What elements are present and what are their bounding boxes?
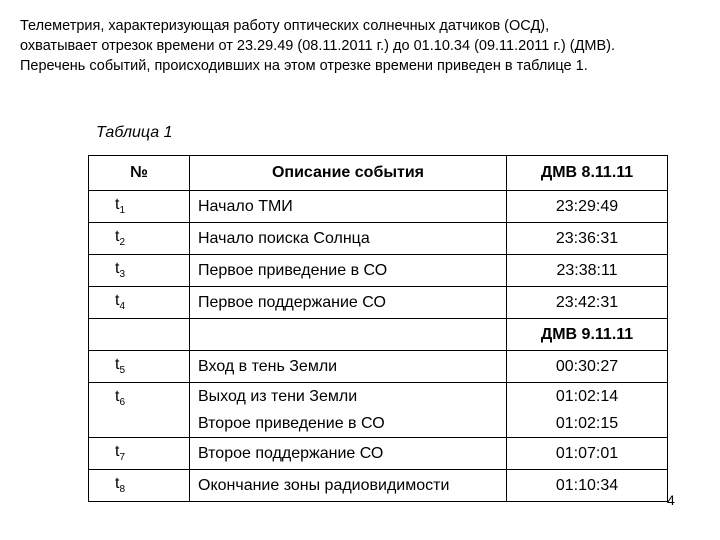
- date-label: ДМВ 9.11.11: [507, 319, 668, 351]
- table-row: [89, 470, 668, 502]
- event-description: Начало ТМИ: [190, 191, 507, 223]
- intro-line: охватывает отрезок времени от 23.29.49 (08.11.2011 г.) до 01.10.34 (09.11.2011 г.) (ДМВ).: [20, 38, 616, 54]
- event-time: 01:02:14 01:02:15: [507, 383, 668, 438]
- header-description: Описание события: [190, 156, 507, 191]
- header-number: №: [89, 156, 190, 191]
- event-time: 23:38:11: [507, 255, 668, 287]
- events-table: [88, 155, 668, 502]
- header-date: ДМВ 8.11.11: [507, 156, 668, 191]
- event-time: 01:07:01: [507, 438, 668, 470]
- event-id: $t_6$: [89, 383, 190, 438]
- intro-line: Телеметрия, характеризующая работу оптических солнечных датчиков (ОСД),: [20, 18, 550, 34]
- event-time: 01:10:34: [507, 470, 668, 502]
- event-description: Первое приведение в СО: [190, 255, 507, 287]
- table-row: [89, 287, 668, 319]
- event-time: 23:36:31: [507, 223, 668, 255]
- event-description: Начало поиска Солнца: [190, 223, 507, 255]
- event-time: 23:29:49: [507, 191, 668, 223]
- event-time: 00:30:27: [507, 351, 668, 383]
- table-header-row: [89, 156, 668, 191]
- intro-paragraph: [20, 16, 710, 76]
- event-id: $t_1$: [89, 191, 190, 223]
- table-row: [89, 383, 668, 438]
- table-row: [89, 438, 668, 470]
- table-row: [89, 191, 668, 223]
- event-id: $t_4$: [89, 287, 190, 319]
- event-description: Первое поддержание СО: [190, 287, 507, 319]
- event-id: $t_8$: [89, 470, 190, 502]
- event-time: 23:42:31: [507, 287, 668, 319]
- event-id: $t_2$: [89, 223, 190, 255]
- event-description: Выход из тени Земли Второе приведение в СО: [190, 383, 507, 438]
- event-description: Окончание зоны радиовидимости: [190, 470, 507, 502]
- table-row: [89, 351, 668, 383]
- event-id: $t_7$: [89, 438, 190, 470]
- event-description: Второе поддержание СО: [190, 438, 507, 470]
- event-description: Вход в тень Земли: [190, 351, 507, 383]
- table-row: [89, 223, 668, 255]
- page-number: 4: [667, 492, 675, 508]
- table-caption: Таблица 1: [96, 124, 173, 141]
- event-id: $t_5$: [89, 351, 190, 383]
- table-row: [89, 255, 668, 287]
- event-id: $t_3$: [89, 255, 190, 287]
- intro-line: Перечень событий, происходивших на этом отрезке времени приведен в таблице 1.: [20, 58, 588, 74]
- date-row: [89, 319, 668, 351]
